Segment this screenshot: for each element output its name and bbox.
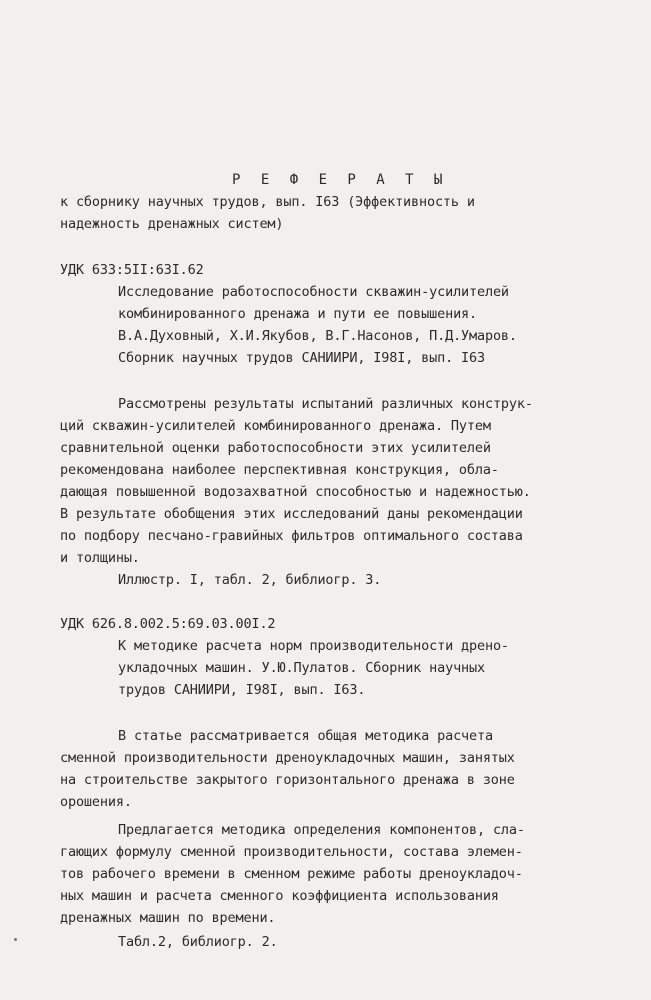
- abstract-2-line-2: сменной производительности дреноукладочных машин, занятых: [60, 750, 515, 766]
- subtitle-line-1: к сборнику научных трудов, вып. I63 (Эффективность и: [60, 194, 475, 210]
- abstract-2-line-7: тов рабочего времени в сменном режиме работы дреноукладоч-: [60, 866, 523, 882]
- abstract-1-line-4: рекомендована наиболее перспективная конструкция, обла-: [60, 462, 499, 478]
- paper-speck: [14, 938, 17, 941]
- abstract-2-line-9: дренажных машин по времени.: [60, 910, 276, 926]
- citation-1-line-2: комбинированного дренажа и пути ее повышения.: [118, 306, 477, 322]
- udk-code-2: УДК 626.8.002.5:69.03.00I.2: [60, 616, 276, 632]
- abstract-1-line-3: сравнительной оценки работоспособности этих усилителей: [60, 440, 491, 456]
- citation-2-line-1: К методике расчета норм производительности дрено-: [118, 638, 509, 654]
- abstract-2-footer: Табл.2, библиогр. 2.: [118, 934, 278, 950]
- abstract-1-line-5: дающая повышенной водозахватной способностью и надежностью.: [60, 484, 531, 500]
- abstract-2-line-8: ных машин и расчета сменного коэффициента использования: [60, 888, 499, 904]
- abstract-2-line-6: гающих формулу сменной производительности, состава элемен-: [60, 844, 523, 860]
- abstract-1-line-2: ций скважин-усилителей комбинированного дренажа. Путем: [60, 418, 491, 434]
- abstract-2-line-3: на строительстве закрытого горизонтального дренажа в зоне: [60, 772, 515, 788]
- citation-1-line-4: Сборник научных трудов САНИИРИ, I98I, вып. I63: [118, 350, 485, 366]
- page-title: Р Е Ф Е Р А Т Ы: [232, 172, 449, 188]
- abstract-2-line-5: Предлагается методика определения компонентов, сла-: [118, 822, 525, 838]
- abstract-1-line-6: В результате обобщения этих исследований даны рекомендации: [60, 506, 523, 522]
- abstract-1-footer: Иллюстр. I, табл. 2, библиогр. 3.: [118, 572, 382, 588]
- abstract-1-line-7: по подбору песчано-гравийных фильтров оптимального состава: [60, 528, 523, 544]
- subtitle-line-2: надежность дренажных систем): [60, 216, 284, 232]
- abstract-2-line-4: орошения.: [60, 794, 132, 810]
- abstract-1-line-8: и толщины.: [60, 550, 140, 566]
- citation-1-line-3: В.А.Духовный, Х.И.Якубов, В.Г.Насонов, П.Д.Умаров.: [118, 328, 517, 344]
- citation-2-line-3: трудов САНИИРИ, I98I, вып. I63.: [118, 682, 366, 698]
- abstract-1-line-1: Рассмотрены результаты испытаний различных конструк-: [118, 396, 533, 412]
- citation-2-line-2: укладочных машин. У.Ю.Пулатов. Сборник научных: [118, 660, 485, 676]
- abstract-2-line-1: В статье рассматривается общая методика расчета: [118, 728, 493, 744]
- udk-code-1: УДК 633:5II:63I.62: [60, 262, 204, 278]
- citation-1-line-1: Исследование работоспособности скважин-усилителей: [118, 284, 509, 300]
